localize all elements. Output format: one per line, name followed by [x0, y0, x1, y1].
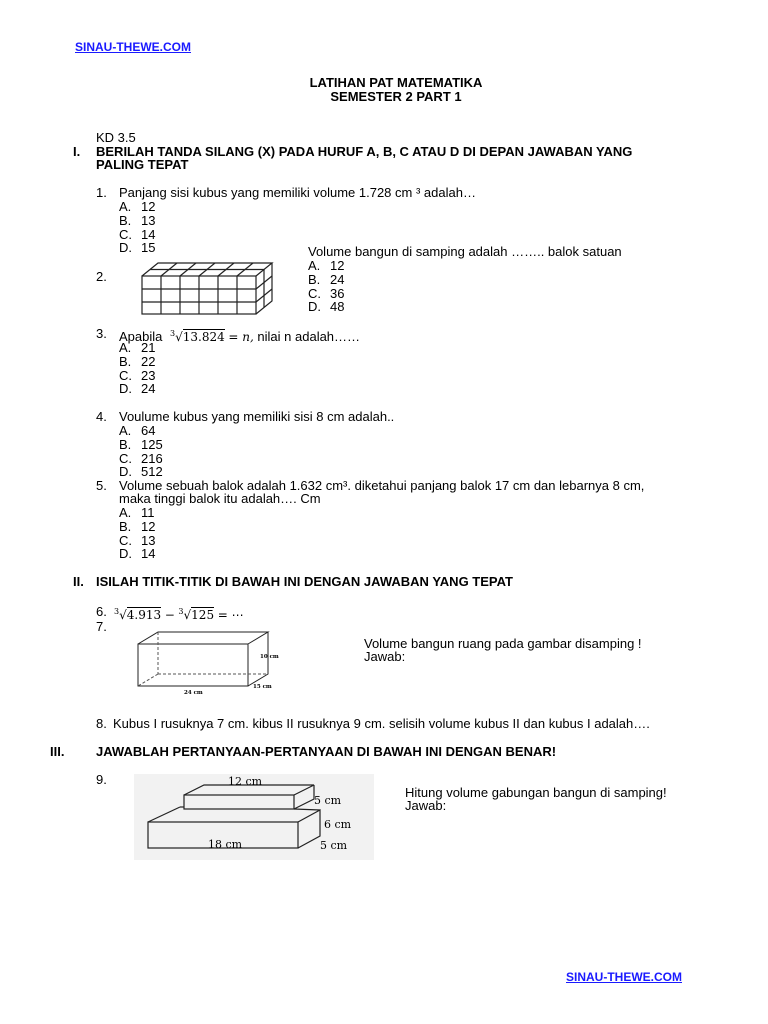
- q5-option-b: B. 12: [119, 518, 156, 534]
- q1-option-d: D. 15: [119, 240, 156, 256]
- q9-answer-label: Jawab:: [405, 798, 447, 813]
- q5-option-d: D. 14: [119, 546, 156, 562]
- q6-expression: [114, 605, 244, 622]
- q7-height-label: 10 cm: [260, 654, 279, 660]
- q1-options: [119, 200, 155, 255]
- q4-text: Voulume kubus yang memiliki sisi 8 cm adalah..: [119, 409, 395, 424]
- q3-option-c: C. 23: [119, 367, 156, 383]
- q8-number: 8.: [96, 716, 107, 731]
- q3-number: 3.: [96, 326, 107, 341]
- root-symbol: √: [183, 608, 192, 622]
- footer-link[interactable]: SINAU-THEWE.COM: [566, 970, 682, 984]
- section-3-heading: JAWABLAH PERTANYAAN-PERTANYAAN DI BAWAH INI DENGAN BENAR!: [96, 744, 557, 759]
- root-symbol: √: [175, 330, 183, 344]
- q5-option-a: A. 11: [119, 505, 155, 520]
- q7-width-label: 15 cm: [253, 684, 272, 690]
- q5-text-line-2: maka tinggi balok itu adalah…. Cm: [119, 491, 321, 506]
- q3-radicand: 13.824: [182, 330, 225, 344]
- q1-text: Panjang sisi kubus yang memiliki volume 1.728 cm ³ adalah…: [119, 185, 476, 200]
- section-2-heading: ISILAH TITIK-TITIK DI BAWAH INI DENGAN JAWABAN YANG TEPAT: [96, 574, 513, 589]
- q9-top-length-label: 12 cm: [228, 775, 263, 788]
- section-3-number: III.: [50, 744, 65, 759]
- root-symbol: √: [119, 608, 127, 622]
- q2-options: [308, 259, 344, 314]
- unit-blocks-figure: [130, 258, 275, 318]
- q8-text: Kubus I rusuknya 7 cm. kibus II rusuknya 9 cm. selisih volume kubus II dan kubus I adalah….: [113, 716, 650, 731]
- q2-option-b: B. 24: [308, 271, 345, 287]
- title-line-1: LATIHAN PAT MATEMATIKA: [309, 75, 483, 90]
- q9-number: 9.: [96, 772, 107, 787]
- section-1-number: I.: [73, 144, 81, 159]
- page-title: [0, 76, 768, 104]
- q3-option-d: D. 24: [119, 381, 156, 397]
- header-link[interactable]: SINAU-THEWE.COM: [75, 40, 191, 54]
- q9-bottom-length-label: 18 cm: [208, 838, 243, 851]
- q9-depth-label: 5 cm: [320, 839, 348, 852]
- q4-option-d: D. 512: [119, 464, 163, 480]
- q1-option-a: A. 12: [119, 199, 156, 214]
- q7-answer-label: Jawab:: [364, 649, 406, 664]
- q1-number: 1.: [96, 185, 107, 200]
- section-1-heading-line-2: PALING TEPAT: [96, 157, 189, 172]
- q7-number: 7.: [96, 619, 107, 634]
- q2-option-a: A. 12: [308, 258, 345, 273]
- q4-number: 4.: [96, 409, 107, 424]
- q5-option-c: C. 13: [119, 532, 156, 548]
- q3-equals: = n,: [228, 330, 254, 344]
- q2-number: 2.: [96, 269, 107, 284]
- q3-options: [119, 341, 155, 396]
- q1-option-b: B. 13: [119, 212, 156, 228]
- q9-bottom-height-label: 6 cm: [324, 818, 352, 831]
- kd-label: KD 3.5: [96, 130, 136, 145]
- section-2-number: II.: [73, 574, 84, 589]
- q3-option-a: A. 21: [119, 340, 156, 355]
- q6-minus: −: [164, 608, 175, 622]
- q6-number: 6.: [96, 604, 107, 619]
- q6-root-index-2: 3: [178, 607, 184, 616]
- q6-radicand-2: 125: [191, 608, 215, 622]
- q6-tail: = ⋯: [217, 608, 244, 622]
- q4-option-a: A. 64: [119, 423, 156, 438]
- q5-options: [119, 506, 155, 561]
- q3-text: Apabila $^3$√13.824 = n, nilai n adalah……: [119, 329, 361, 344]
- q3-option-b: B. 22: [119, 353, 156, 369]
- title-line-2: SEMESTER 2 PART 1: [330, 89, 462, 104]
- q7-text: Volume bangun ruang pada gambar disamping !: [364, 636, 642, 651]
- q4-option-c: C. 216: [119, 450, 163, 466]
- q4-options: [119, 424, 163, 479]
- section-1-heading-line-1: BERILAH TANDA SILANG (X) PADA HURUF A, B, C ATAU D DI DEPAN JAWABAN YANG: [96, 144, 633, 159]
- q7-length-label: 24 cm: [184, 690, 203, 696]
- combined-cuboid-figure: [134, 774, 374, 860]
- q6-radicand-1: 4.913: [126, 608, 162, 622]
- root-index: 3: [170, 329, 176, 338]
- q6-root-index-1: 3: [114, 607, 120, 616]
- q2-option-d: D. 48: [308, 299, 345, 315]
- q2-option-c: C. 36: [308, 285, 345, 301]
- cuboid-figure: [128, 628, 294, 698]
- q5-number: 5.: [96, 478, 107, 493]
- q4-option-b: B. 125: [119, 436, 163, 452]
- q9-text: Hitung volume gabungan bangun di samping!: [405, 785, 667, 800]
- q9-top-height-label: 5 cm: [314, 794, 342, 807]
- q2-text: Volume bangun di samping adalah …….. balok satuan: [308, 244, 622, 259]
- q5-text-line-1: Volume sebuah balok adalah 1.632 cm³. diketahui panjang balok 17 cm dan lebarnya 8 cm,: [119, 478, 645, 493]
- q1-option-c: C. 14: [119, 226, 156, 242]
